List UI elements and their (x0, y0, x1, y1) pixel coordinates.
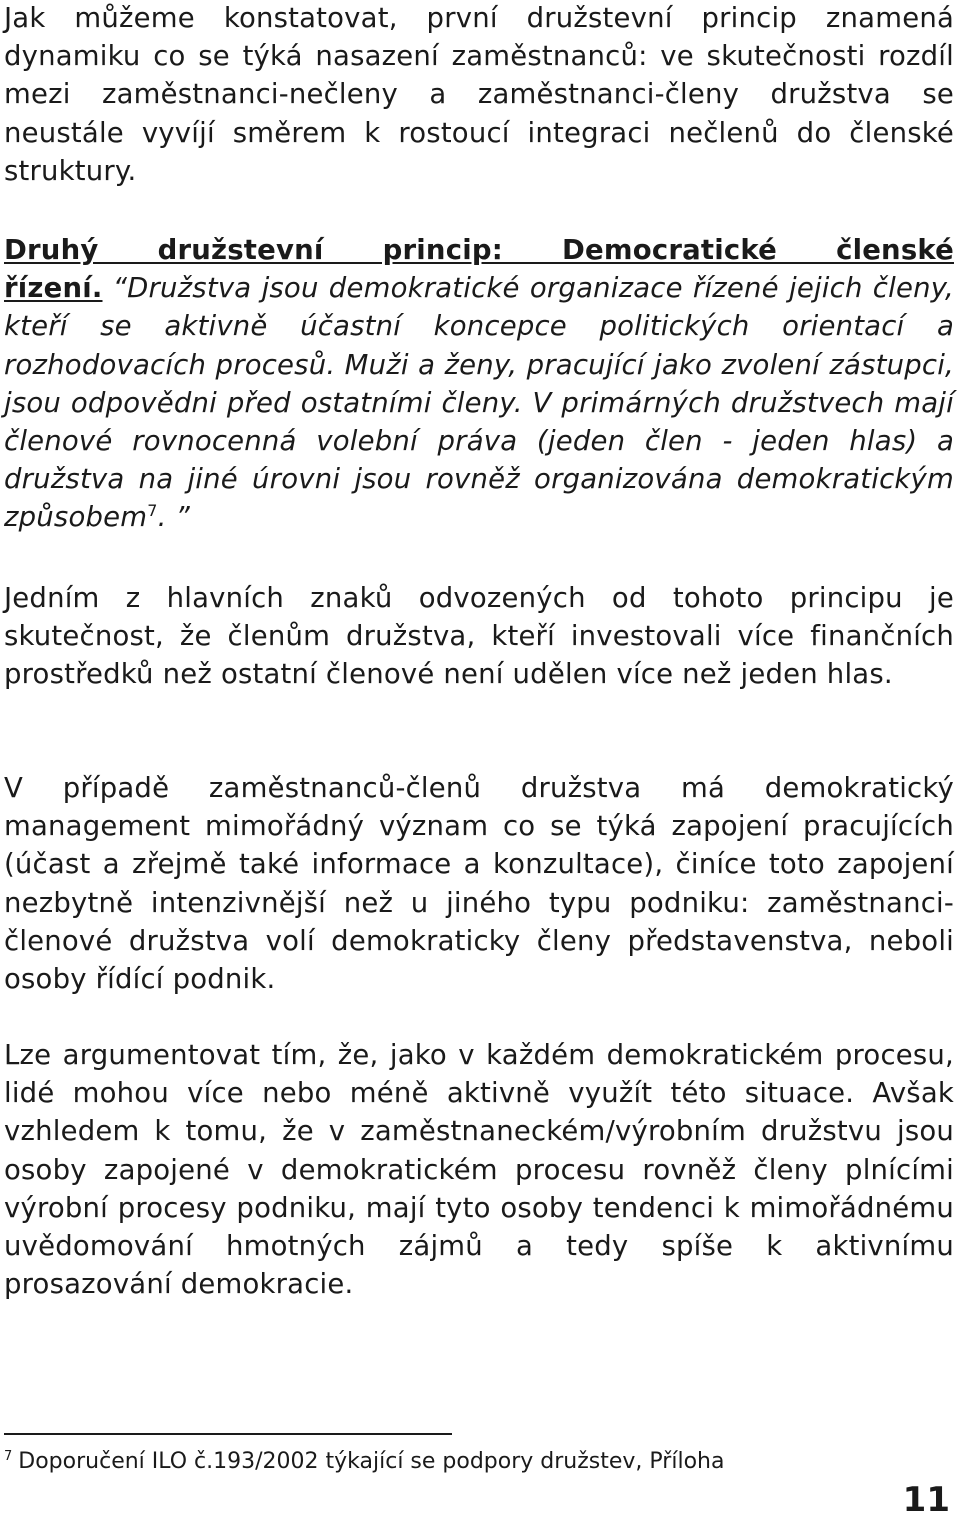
principle-quote-end: . ” (157, 501, 190, 534)
section-heading-second-principle: Druhý družstevní princip: Democratické členské řízení. (4, 234, 954, 305)
page-number: 11 (902, 1480, 950, 1520)
footnote-divider (4, 1433, 452, 1435)
paragraph-second-principle (4, 231, 954, 537)
footnote-text: Doporučení ILO č.193/2002 týkající se podpory družstev, Příloha (18, 1449, 725, 1474)
principle-quote: “Družstva jsou demokratické organizace řízené jejich členy, kteří se aktivně účastní koncepce politických orientací a rozhodovacích procesů. Muži a ženy, pracující jako zvolení zástupci, jsou odpovědni před ostatními členy. V primárných družstvech mají členové rovnocenná volební práva (jeden člen - jeden hlas) a družstva na jiné úrovni jsou rovněž organizována demokratickým způsobem (4, 272, 954, 534)
paragraph-first-principle-dynamics: Jak můžeme konstatovat, první družstevní princip znamená dynamiku co se týká nasazení zaměstnanců: ve skutečnosti rozdíl mezi zaměstnanci-nečleny a zaměstnanci-členy družstva se neustále vyvíjí směrem k rostoucí integraci nečlenů do členské struktury. (4, 2, 954, 187)
paragraph-worker-member-management: V případě zaměstnanců-členů družstva má demokratický management mimořádný význam co se týká zapojení pracujících (účast a zřejmě také informace a konzultace), činíce toto zapojení nezbytně intenzivnější než u jiného typu podniku: zaměstnanci-členové družstva volí demokraticky členy představenstva, neboli osoby řídící podnik. (4, 772, 954, 996)
footnote-number: 7 (4, 1448, 13, 1464)
footnote (4, 1447, 724, 1477)
paragraph-democratic-process: Lze argumentovat tím, že, jako v každém demokratickém procesu, lidé mohou více nebo méně aktivně využít této situace. Avšak vzhledem k tomu, že v zaměstnaneckém/výrobním družstvu jsou osoby zapojené v demokratickém procesu rovněž členy plnícími výrobní procesy podniku, mají tyto osoby tendenci k mimořádnému uvědomování hmotných zájmů a tedy spíše k aktivnímu prosazování demokracie. (4, 1039, 954, 1301)
paragraph-one-member-one-vote: Jedním z hlavních znaků odvozených od tohoto principu je skutečnost, že členům družstva, kteří investovali více finančních prostředků než ostatní členové není udělen více než jeden hlas. (4, 582, 954, 691)
footnote-reference[interactable]: 7 (147, 501, 158, 521)
